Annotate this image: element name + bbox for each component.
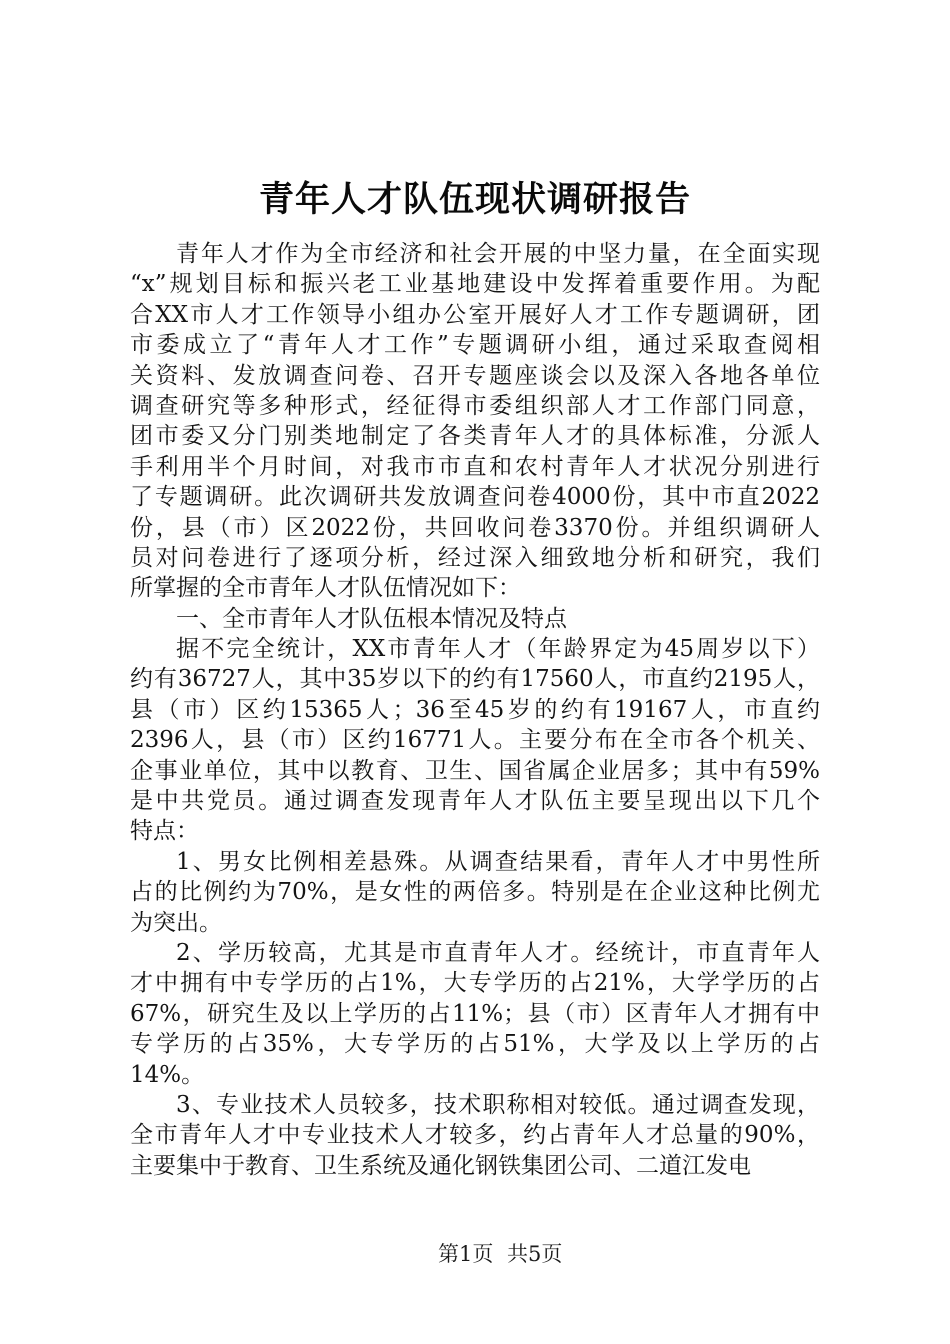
paragraph (130, 847, 820, 938)
text-line: 67%，研究生及以上学历的占11%；县（市）区青年人才拥有中 (130, 1000, 820, 1027)
page-number: 第1页 共5页 (438, 1242, 563, 1266)
text-line: 青年人才作为全市经济和社会开展的中坚力量，在全面实现 (176, 241, 820, 267)
text-line: 市委成立了“青年人才工作”专题调研小组，通过采取查阅相 (130, 332, 820, 359)
text-line: 主要集中于教育、卫生系统及通化钢铁集团公司、二道江发电 (130, 1152, 751, 1179)
text-line: 据不完全统计，XX市青年人才（年龄界定为45周岁以下） (176, 636, 820, 663)
paragraph (130, 634, 820, 847)
text-line: 调查研究等多种形式，经征得市委组织部人才工作部门同意， (130, 392, 820, 419)
text-line: 手利用半个月时间，对我市市直和农村青年人才状况分别进行 (130, 453, 820, 480)
text-line: 为突出。 (130, 909, 222, 936)
text-line: 2396人，县（市）区约16771人。主要分布在全市各个机关、 (130, 727, 820, 754)
text-line: 约有36727人，其中35岁以下的约有17560人，市直约2195人， (130, 666, 820, 693)
text-line: 是中共党员。通过调查发现青年人才队伍主要呈现出以下几个 (130, 788, 820, 815)
paragraph (130, 604, 820, 634)
text-line: 特点： (130, 818, 199, 845)
text-line: 一、全市青年人才队伍根本情况及特点 (176, 605, 567, 632)
text-line: 所掌握的全市青年人才队伍情况如下： (130, 575, 521, 602)
text-line: 合XX市人才工作领导小组办公室开展好人才工作专题调研，团 (130, 301, 820, 328)
text-line: 3、专业技术人员较多，技术职称相对较低。通过调查发现， (176, 1091, 820, 1118)
text-line: 县（市）区约15365人；36至45岁的约有19167人，市直约 (130, 696, 820, 723)
paragraph (130, 1090, 820, 1181)
text-line: 专学历的占35%，大专学历的占51%，大学及以上学历的占 (130, 1031, 820, 1058)
text-line: 占的比例约为70%，是女性的两倍多。特别是在企业这种比例尤 (130, 879, 820, 906)
text-line: 1、男女比例相差悬殊。从调查结果看，青年人才中男性所 (176, 848, 820, 875)
text-line: 才中拥有中专学历的占1%，大专学历的占21%，大学学历的占 (130, 970, 820, 997)
text-line: 关资料、发放调查问卷、召开专题座谈会以及深入各地各单位 (130, 362, 820, 389)
text-line: 2、学历较高，尤其是市直青年人才。经统计，市直青年人 (176, 939, 820, 966)
text-line: 了专题调研。此次调研共发放调查问卷4000份，其中市直2022 (130, 484, 820, 511)
text-line: 份，县（市）区2022份，共回收问卷3370份。并组织调研人 (130, 514, 820, 541)
text-line: 14%。 (130, 1061, 205, 1088)
document-body (130, 239, 820, 1181)
paragraph (130, 239, 820, 604)
text-line: 全市青年人才中专业技术人才较多，约占青年人才总量的90%， (130, 1122, 820, 1149)
text-line: 企事业单位，其中以教育、卫生、国省属企业居多；其中有59% (130, 757, 820, 784)
text-line: “x”规划目标和振兴老工业基地建设中发挥着重要作用。为配 (130, 271, 820, 298)
text-line: 团市委又分门别类地制定了各类青年人才的具体标准，分派人 (130, 423, 820, 450)
text-line: 员对问卷进行了逐项分析，经过深入细致地分析和研究，我们 (130, 544, 820, 571)
paragraph (130, 938, 820, 1090)
page-title: 青年人才队伍现状调研报告 (258, 179, 691, 220)
